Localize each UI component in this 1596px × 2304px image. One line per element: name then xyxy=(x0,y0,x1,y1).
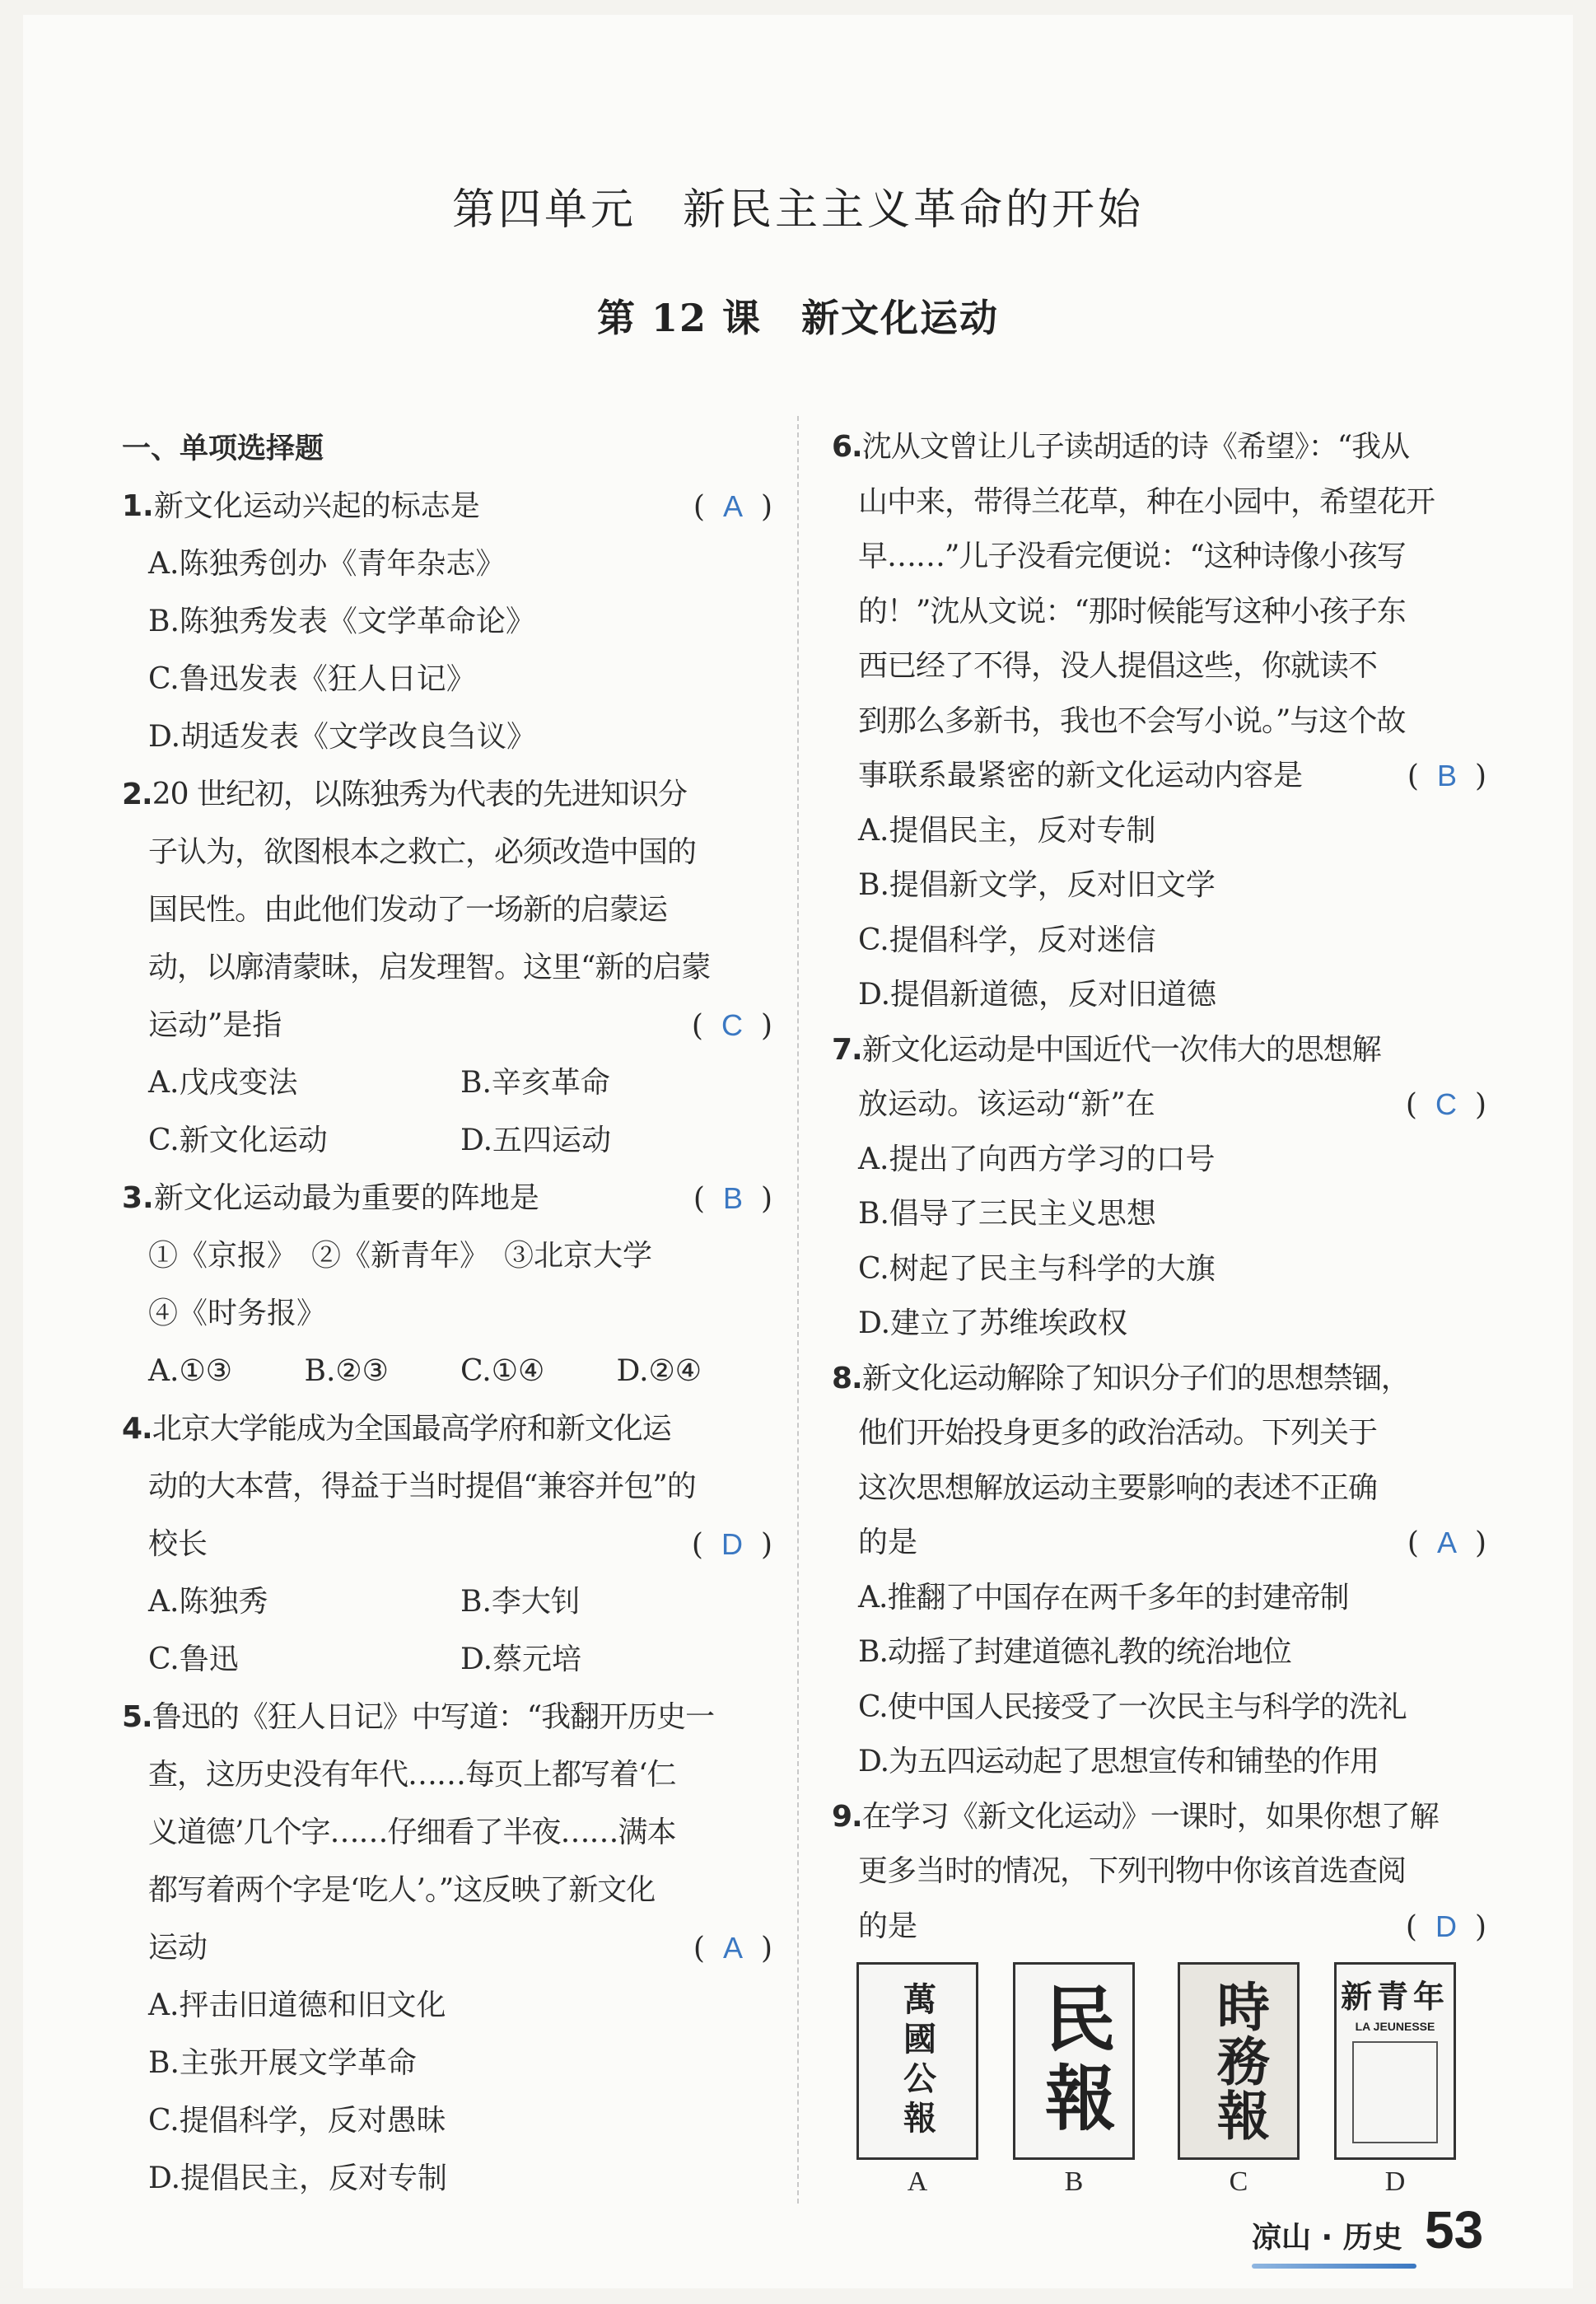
option: D.提倡民主，反对专制 xyxy=(148,2161,448,2195)
option: A.推翻了中国存在两千多年的封建帝制 xyxy=(858,1580,1349,1615)
option: B.主张开展文学革命 xyxy=(148,2046,417,2080)
cover-caption: B xyxy=(1064,2166,1084,2197)
cover-image-a: 萬國公報 xyxy=(856,1962,978,2160)
question-4 xyxy=(122,1400,772,1689)
section-title: 一、单项选择题 xyxy=(122,432,324,465)
right-column xyxy=(832,420,1486,2197)
question-number: 5. xyxy=(122,1700,152,1734)
answer-slot: ( B ) xyxy=(693,1181,772,1216)
option: A.陈独秀 xyxy=(148,1585,268,1619)
option: C.新文化运动 xyxy=(148,1124,328,1157)
question-number: 8. xyxy=(832,1361,862,1395)
question-stem: 新文化运动最为重要的阵地是 xyxy=(153,1181,539,1215)
option: C.①④ xyxy=(460,1354,545,1388)
option: C.使中国人民接受了一次民主与科学的洗礼 xyxy=(858,1689,1407,1724)
periodical-covers xyxy=(832,1962,1486,2197)
question-stem-line: 山中来，带得兰花草，种在小园中，希望花开 xyxy=(858,484,1435,519)
option: A.戊戌变法 xyxy=(148,1066,298,1100)
answer-letter: C xyxy=(1435,1087,1457,1121)
cover-title: 新青年 xyxy=(1340,1978,1449,2015)
cover-image-b: 民報 xyxy=(1013,1962,1135,2160)
question-stem-line: 查，这历史没有年代……每页上都写着‘仁 xyxy=(148,1758,676,1792)
question-stem-line: 的！”沈从文说：“那时候能写这种小孩子东 xyxy=(858,594,1406,629)
question-stem-line: 沈从文曾让儿子读胡适的诗《希望》：“我从 xyxy=(861,430,1410,464)
answer-letter: A xyxy=(722,489,743,523)
option: A.提出了向西方学习的口号 xyxy=(858,1142,1216,1176)
left-column xyxy=(122,420,772,2208)
question-8 xyxy=(832,1352,1486,1790)
question-stem-line: 西已经了不得，没人提倡这些，你就读不 xyxy=(858,649,1378,683)
answer-slot: ( C ) xyxy=(691,1008,772,1043)
question-9 xyxy=(832,1790,1486,2197)
option: D.提倡新道德，反对旧道德 xyxy=(858,978,1217,1012)
question-stem-line: 运动 xyxy=(148,1931,208,1965)
option: C.提倡科学，反对愚昧 xyxy=(148,2104,446,2138)
question-stem-line: 20 世纪初，以陈独秀为代表的先进知识分 xyxy=(152,778,687,811)
question-stem-line: 早……”儿子没看完便说：“这种诗像小孩写 xyxy=(858,540,1406,573)
answer-slot: ( C ) xyxy=(1405,1087,1486,1122)
question-7 xyxy=(832,1023,1486,1352)
question-stem-line: 动的大本营，得益于当时提倡“兼容并包”的 xyxy=(148,1470,696,1503)
option: C.鲁迅发表《狂人日记》 xyxy=(148,662,476,696)
question-stem-line: 新文化运动是中国近代一次伟大的思想解 xyxy=(861,1032,1381,1067)
question-stem-line: 在学习《新文化运动》一课时，如果你想了解 xyxy=(861,1799,1439,1834)
option: A.①③ xyxy=(148,1354,232,1388)
option: A.提倡民主，反对专制 xyxy=(858,813,1156,848)
cover-caption: A xyxy=(907,2166,928,2197)
unit-title: 第四单元 新民主主义革命的开始 xyxy=(451,185,1144,235)
question-number: 3. xyxy=(122,1181,154,1215)
option: B.李大钊 xyxy=(460,1585,581,1619)
answer-slot: ( B ) xyxy=(1407,759,1486,793)
question-number: 4. xyxy=(122,1412,152,1446)
question-stem-line: 都写着两个字是‘吃人’。”这反映了新文化 xyxy=(148,1873,656,1907)
question-stem-line: 运动”是指 xyxy=(148,1008,282,1042)
question-stem-line: 义道德’几个字……仔细看了半夜……满本 xyxy=(148,1816,676,1849)
question-stem-line: 放运动。该运动“新”在 xyxy=(858,1087,1155,1121)
answer-slot: ( D ) xyxy=(1405,1909,1486,1944)
option: A.陈独秀创办《青年杂志》 xyxy=(148,547,506,581)
question-stem-line: 这次思想解放运动主要影响的表述不正确 xyxy=(858,1470,1378,1505)
question-stem-line: 新文化运动解除了知识分子们的思想禁锢， xyxy=(861,1361,1410,1395)
cover-frame xyxy=(1352,2041,1438,2143)
cover-image-d xyxy=(1334,1962,1456,2160)
answer-letter: A xyxy=(1436,1526,1457,1559)
answer-letter: A xyxy=(722,1931,743,1965)
question-stem-line: 到那么多新书，我也不会写小说。”与这个故 xyxy=(858,703,1406,738)
option: C.树起了民主与科学的大旗 xyxy=(858,1251,1216,1286)
option: B.动摇了封建道德礼教的统治地位 xyxy=(858,1635,1291,1669)
question-stem-line: 动，以廓清蒙昧，启发理智。这里“新的启蒙 xyxy=(148,951,711,984)
cover-subtitle: LA JEUNESSE xyxy=(1355,2020,1435,2033)
lesson-title: 第 12 课 新文化运动 xyxy=(596,296,1000,340)
answer-slot: ( A ) xyxy=(693,1931,772,1965)
option: B.陈独秀发表《文学革命论》 xyxy=(148,605,535,638)
option: A.抨击旧道德和旧文化 xyxy=(148,1989,446,2022)
cover-image-c: 時務報 xyxy=(1178,1962,1300,2160)
statement-items: ①《京报》 ②《新青年》 ③北京大学 xyxy=(148,1239,653,1273)
question-stem-line: 鲁迅的《狂人日记》中写道：“我翻开历史一 xyxy=(152,1700,715,1734)
cover-caption: D xyxy=(1384,2166,1406,2197)
question-2 xyxy=(122,766,772,1170)
option: B.辛亥革命 xyxy=(460,1066,610,1100)
question-stem-line: 的是 xyxy=(858,1909,918,1943)
answer-slot: ( D ) xyxy=(691,1527,772,1562)
option: D.建立了苏维埃政权 xyxy=(858,1306,1128,1340)
answer-letter: B xyxy=(1436,759,1457,792)
option: C.提倡科学，反对迷信 xyxy=(858,923,1156,957)
question-stem-line: 更多当时的情况，下列刊物中你该首选查阅 xyxy=(858,1854,1407,1888)
question-stem-line: 校长 xyxy=(148,1527,208,1561)
question-5 xyxy=(122,1689,772,2208)
option: C.鲁迅 xyxy=(148,1643,239,1676)
column-divider xyxy=(797,416,799,2204)
question-stem-line: 北京大学能成为全国最高学府和新文化运 xyxy=(152,1412,671,1446)
option: D.五四运动 xyxy=(460,1124,612,1157)
question-stem-line: 子认为，欲图根本之救亡，必须改造中国的 xyxy=(148,835,697,869)
question-1 xyxy=(122,478,772,766)
question-stem-line: 他们开始投身更多的政治活动。下列关于 xyxy=(858,1416,1378,1450)
question-3 xyxy=(122,1170,772,1400)
page-number: 53 xyxy=(1425,2200,1484,2260)
answer-letter: D xyxy=(721,1527,743,1561)
answer-letter: D xyxy=(1435,1909,1457,1943)
statement-items: ④《时务报》 xyxy=(148,1297,327,1330)
question-number: 6. xyxy=(832,430,862,464)
answer-letter: B xyxy=(722,1181,743,1215)
question-number: 1. xyxy=(122,489,154,523)
question-number: 9. xyxy=(832,1799,862,1834)
option: B.②③ xyxy=(304,1354,389,1388)
option: B.倡导了三民主义思想 xyxy=(858,1197,1156,1231)
question-number: 2. xyxy=(122,778,152,811)
question-stem-line: 国民性。由此他们发动了一场新的启蒙运 xyxy=(148,893,668,927)
option: D.为五四运动起了思想宣传和铺垫的作用 xyxy=(858,1745,1379,1778)
option: D.胡适发表《文学改良刍议》 xyxy=(148,720,537,754)
question-number: 7. xyxy=(832,1032,862,1067)
cover-caption: C xyxy=(1229,2166,1248,2197)
footer-subject: 凉山 · 历史 xyxy=(1252,2221,1402,2255)
question-stem: 新文化运动兴起的标志是 xyxy=(153,489,480,523)
answer-slot: ( A ) xyxy=(1407,1526,1486,1560)
footer-underline xyxy=(1252,2264,1416,2269)
option: D.②④ xyxy=(616,1354,702,1388)
question-6 xyxy=(832,420,1486,1023)
question-stem-line: 的是 xyxy=(858,1526,918,1559)
question-stem-line: 事联系最紧密的新文化运动内容是 xyxy=(858,759,1304,792)
answer-letter: C xyxy=(721,1008,743,1042)
option: B.提倡新文学，反对旧文学 xyxy=(858,868,1216,902)
answer-slot: ( A ) xyxy=(693,489,772,524)
option: D.蔡元培 xyxy=(460,1643,582,1676)
